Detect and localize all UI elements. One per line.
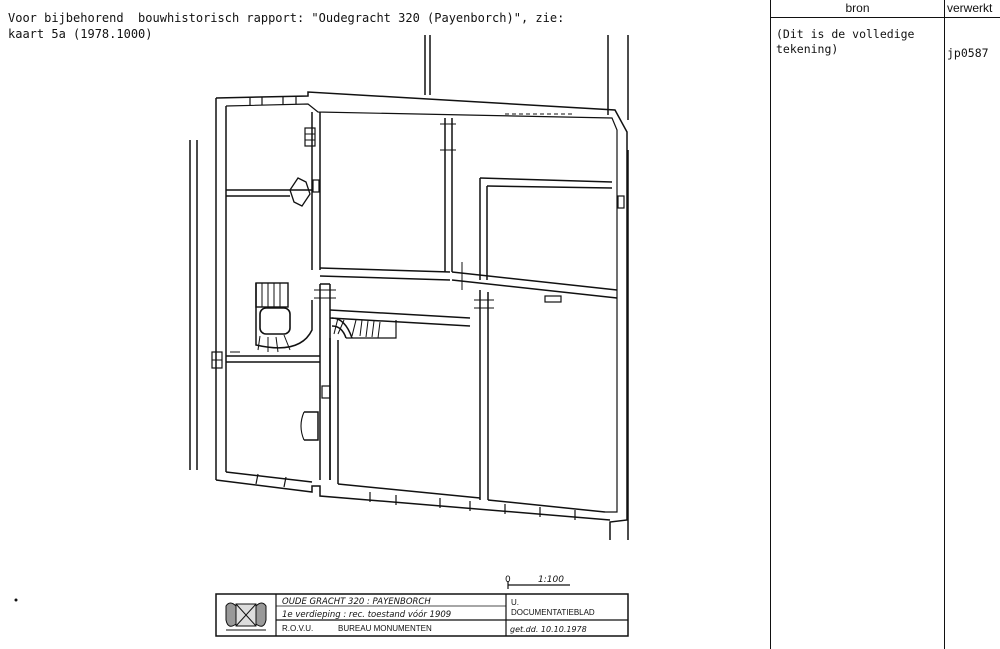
title-block-doc-type: DOCUMENTATIEBLAD <box>511 608 595 617</box>
verwerkt-cell: jp0587 <box>947 46 989 60</box>
bron-cell: (Dit is de volledige tekening) <box>776 27 915 56</box>
scale-label: 1:100 <box>538 575 564 585</box>
verwerkt-column-header: verwerkt <box>947 1 993 15</box>
header-rule <box>771 17 1000 18</box>
column-divider <box>944 0 945 649</box>
city-coat-of-arms-icon <box>226 603 266 630</box>
title-block-title: OUDE GRACHT 320 : PAYENBORCH <box>282 597 431 607</box>
title-block-date: get.dd. 10.10.1978 <box>510 625 587 634</box>
source-table <box>770 0 1000 649</box>
header-note-line2: kaart 5a (1978.1000) <box>8 27 153 41</box>
header-note-line1: Voor bijbehorend bouwhistorisch rapport: "Oudegracht 320 (Payenborch)", zie: <box>8 11 565 25</box>
title-block-code: U. <box>511 598 519 607</box>
scale-zero: 0 <box>505 575 511 585</box>
dot-mark <box>15 599 18 602</box>
title-block-office: R.O.V.U. <box>282 624 314 633</box>
title-block-subtitle: 1e verdieping : rec. toestand vóór 1909 <box>282 610 452 620</box>
title-block-department: BUREAU MONUMENTEN <box>338 624 432 633</box>
bron-column-header: bron <box>845 1 870 15</box>
